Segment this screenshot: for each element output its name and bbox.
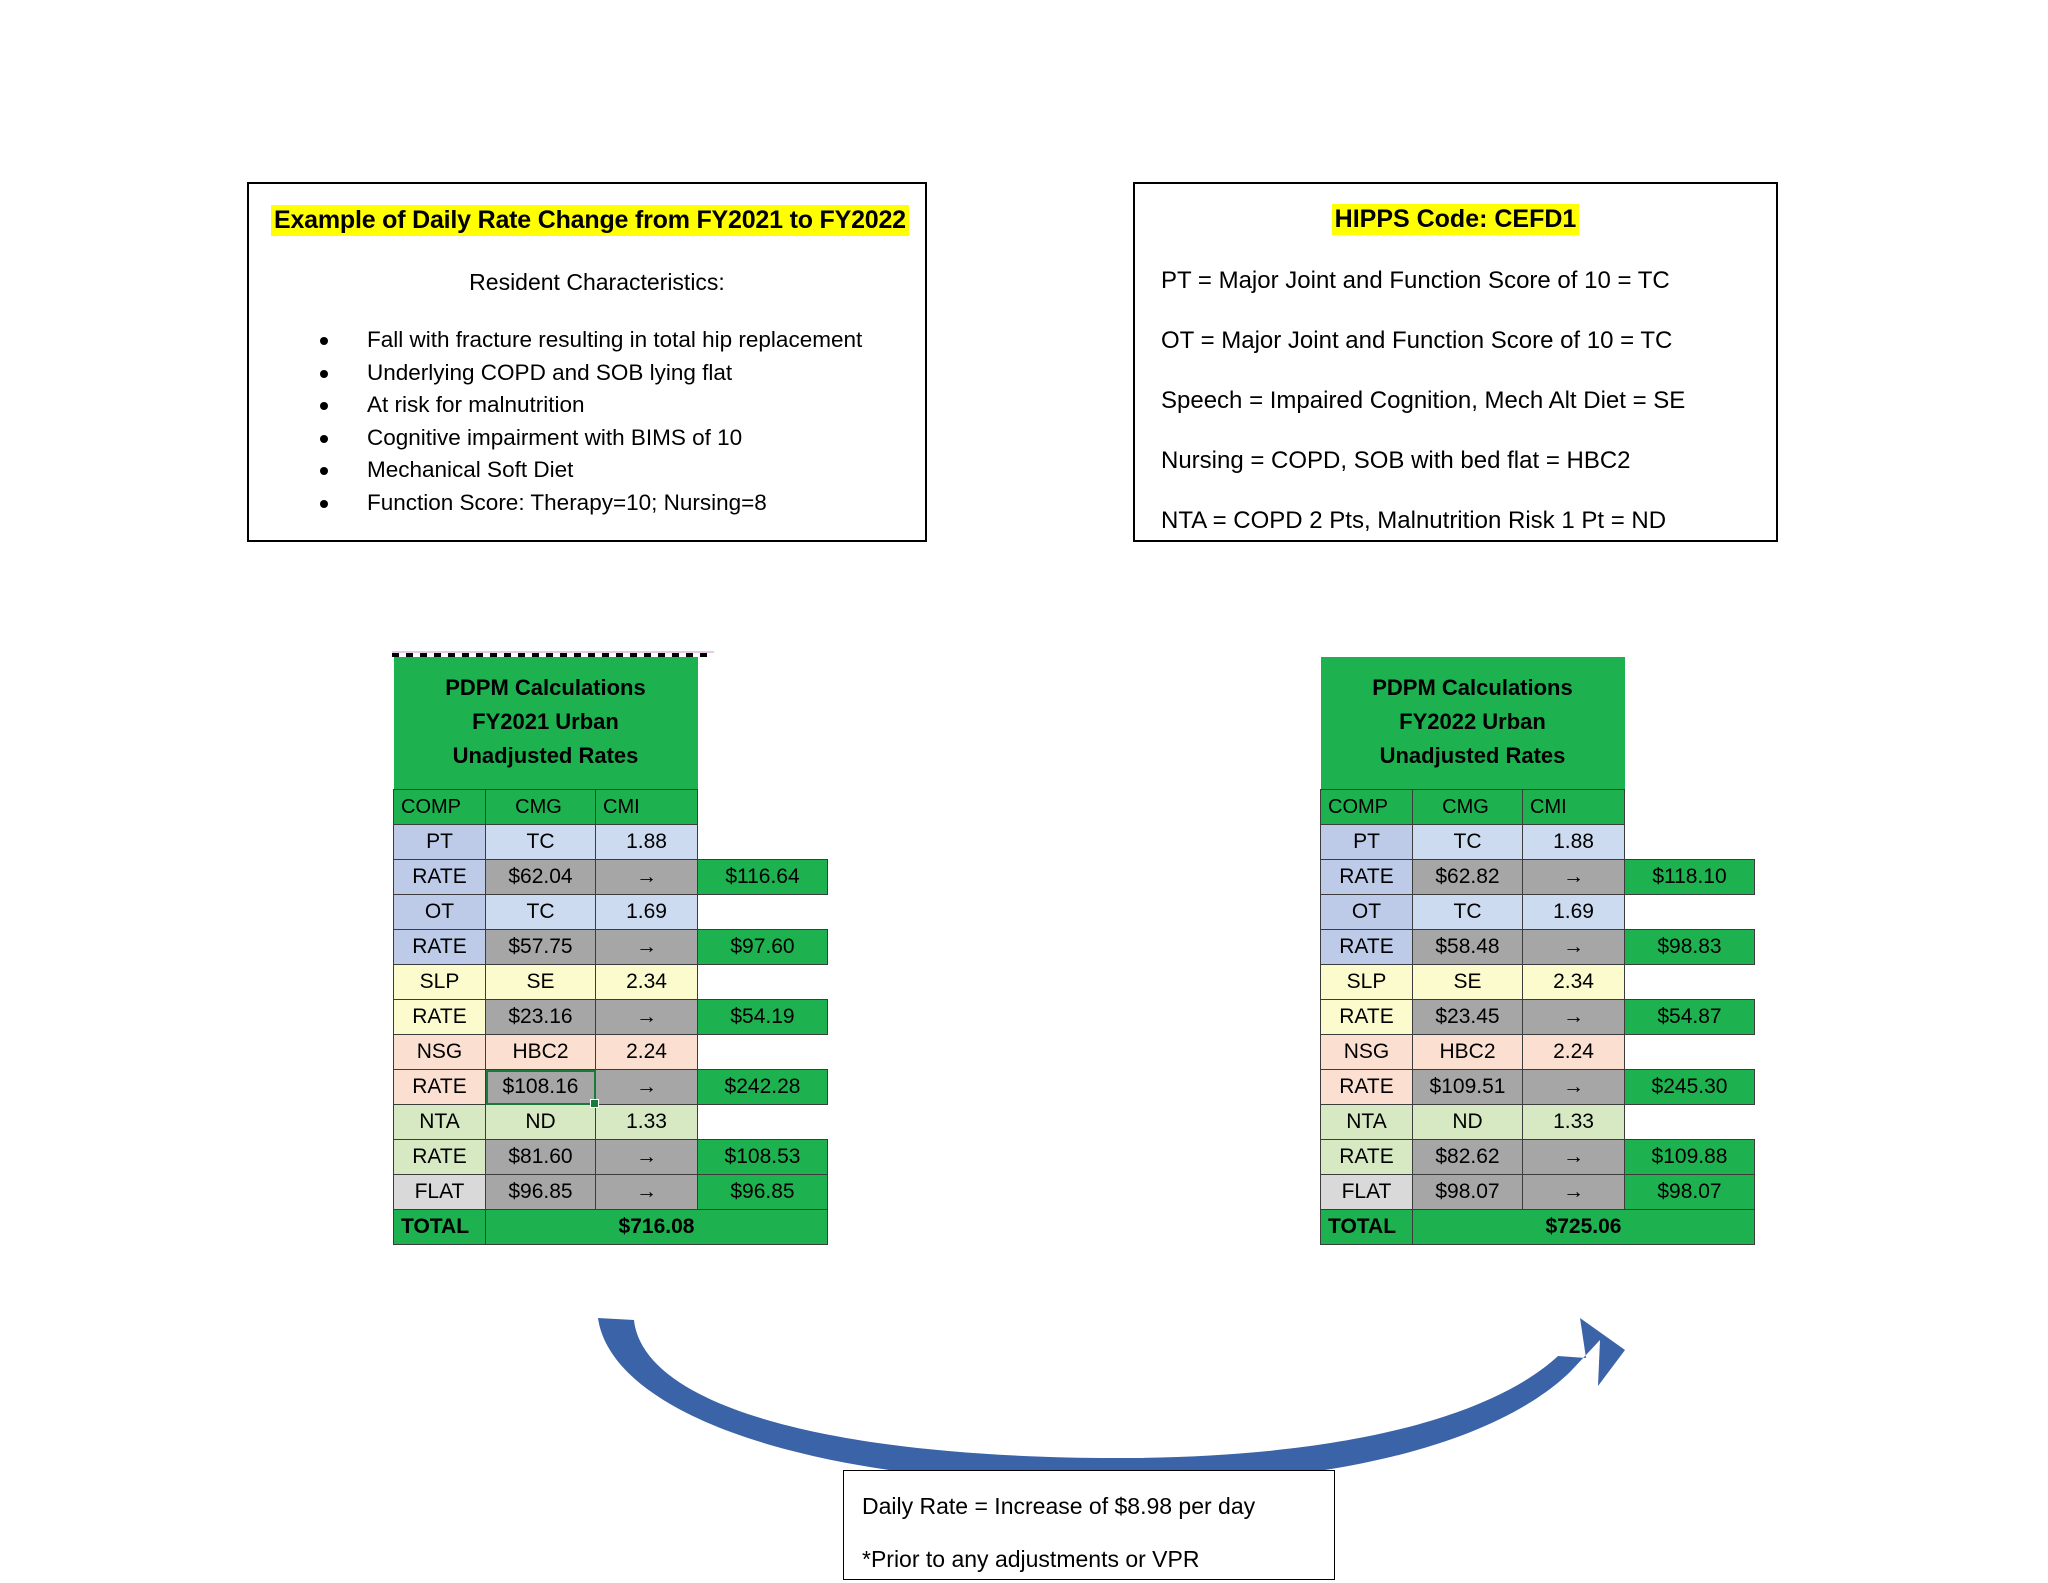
cell-comp: OT — [1321, 895, 1413, 930]
cell-comp: RATE — [394, 860, 486, 895]
table-row — [394, 1105, 828, 1140]
table-row — [1321, 930, 1755, 965]
cell-cmg: TC — [1413, 895, 1523, 930]
cell-result — [1625, 1105, 1755, 1140]
resident-characteristics-list — [249, 324, 925, 519]
cell-result — [698, 895, 828, 930]
summary-caption-box — [843, 1470, 1335, 1580]
title-line-3: Unadjusted Rates — [452, 743, 639, 768]
column-header-cmi: CMI — [596, 790, 698, 825]
table-row — [1321, 965, 1755, 1000]
cell-cmi: 2.24 — [596, 1035, 698, 1070]
cell-cmg: $23.45 — [1413, 1000, 1523, 1035]
arrow-right-icon: → — [596, 1070, 698, 1105]
cell-result: $54.19 — [698, 1000, 828, 1035]
cell-comp: RATE — [394, 930, 486, 965]
cell-result: $109.88 — [1625, 1140, 1755, 1175]
table-row — [1321, 860, 1755, 895]
cell-cmg: $96.85 — [486, 1175, 596, 1210]
cell-cmg: HBC2 — [1413, 1035, 1523, 1070]
cell-cmg: HBC2 — [486, 1035, 596, 1070]
cell-result: $116.64 — [698, 860, 828, 895]
cell-result — [698, 825, 828, 860]
cell-cmi: 2.24 — [1523, 1035, 1625, 1070]
cell-cmg: TC — [486, 825, 596, 860]
cell-cmg: ND — [486, 1105, 596, 1140]
cell-comp: RATE — [1321, 1140, 1413, 1175]
cell-cmi: 2.34 — [1523, 965, 1625, 1000]
arrow-right-icon: → — [596, 860, 698, 895]
table-row — [394, 1000, 828, 1035]
cell-result — [1625, 825, 1755, 860]
cell-comp: PT — [394, 825, 486, 860]
column-header-cmi: CMI — [1523, 790, 1625, 825]
cell-result — [698, 1105, 828, 1140]
cell-result — [698, 1035, 828, 1070]
table-row — [394, 860, 828, 895]
cell-comp: RATE — [394, 1140, 486, 1175]
cell-comp: NSG — [1321, 1035, 1413, 1070]
cell-result — [698, 965, 828, 1000]
hipps-code-box — [1133, 182, 1778, 542]
table-row — [1321, 1140, 1755, 1175]
table-row — [394, 1140, 828, 1175]
intro-title — [271, 205, 925, 236]
spacer-cell — [698, 657, 828, 790]
cell-cmg: $57.75 — [486, 930, 596, 965]
list-item: Function Score: Therapy=10; Nursing=8 — [249, 487, 925, 520]
cell-comp: PT — [1321, 825, 1413, 860]
arrow-right-icon: → — [1523, 860, 1625, 895]
cell-cmi: 1.33 — [1523, 1105, 1625, 1140]
list-item: Cognitive impairment with BIMS of 10 — [249, 422, 925, 455]
cell-cmg: $58.48 — [1413, 930, 1523, 965]
cell-comp: NTA — [394, 1105, 486, 1140]
table-row — [394, 965, 828, 1000]
cell-result: $98.83 — [1625, 930, 1755, 965]
total-value: $716.08 — [486, 1210, 828, 1245]
cell-result: $108.53 — [698, 1140, 828, 1175]
table-title-cell — [394, 657, 698, 790]
column-header-comp: COMP — [1321, 790, 1413, 825]
cell-comp: SLP — [394, 965, 486, 1000]
title-line-1: PDPM Calculations — [1372, 675, 1573, 700]
table-row — [394, 1175, 828, 1210]
cell-comp: OT — [394, 895, 486, 930]
column-header-cmg: CMG — [1413, 790, 1523, 825]
cell-comp: RATE — [394, 1070, 486, 1105]
resident-characteristics-label: Resident Characteristics: — [469, 269, 725, 295]
cell-comp: SLP — [1321, 965, 1413, 1000]
cell-cmi: 1.69 — [596, 895, 698, 930]
cell-result: $98.07 — [1625, 1175, 1755, 1210]
cell-cmi: 1.33 — [596, 1105, 698, 1140]
table-header-title-row — [1321, 657, 1755, 790]
arrow-right-icon: → — [596, 1000, 698, 1035]
spacer-cell — [698, 790, 828, 825]
cell-cmi: 2.34 — [596, 965, 698, 1000]
table-row — [1321, 825, 1755, 860]
table-row — [1321, 1105, 1755, 1140]
table-row — [1321, 895, 1755, 930]
cell-result: $96.85 — [698, 1175, 828, 1210]
cell-comp: FLAT — [1321, 1175, 1413, 1210]
table-row — [394, 825, 828, 860]
cell-cmi: 1.88 — [1523, 825, 1625, 860]
cell-cmg-selected[interactable]: $108.16 — [486, 1070, 596, 1105]
table-total-row — [1321, 1210, 1755, 1245]
cell-cmg: TC — [486, 895, 596, 930]
arrow-right-icon: → — [596, 930, 698, 965]
table-column-header-row — [1321, 790, 1755, 825]
cell-comp: RATE — [1321, 860, 1413, 895]
table-row — [394, 1070, 828, 1105]
cell-cmg: SE — [1413, 965, 1523, 1000]
title-line-3: Unadjusted Rates — [1379, 743, 1566, 768]
cell-result: $54.87 — [1625, 1000, 1755, 1035]
cell-cmg: $82.62 — [1413, 1140, 1523, 1175]
table-row — [1321, 1000, 1755, 1035]
table-header-title-row — [394, 657, 828, 790]
hipps-title-text: HIPPS Code: CEFD1 — [1332, 204, 1580, 235]
cell-result — [1625, 965, 1755, 1000]
caption-line-daily-rate: Daily Rate = Increase of $8.98 per day — [862, 1493, 1256, 1519]
table-row — [1321, 1070, 1755, 1105]
cell-cmg: $62.82 — [1413, 860, 1523, 895]
table-row — [1321, 1035, 1755, 1070]
cell-cmg: $109.51 — [1413, 1070, 1523, 1105]
cell-cmg: ND — [1413, 1105, 1523, 1140]
list-item: Fall with fracture resulting in total hip replacement — [249, 324, 925, 357]
hipps-line-ot: OT = Major Joint and Function Score of 10 = TC — [1161, 327, 1673, 354]
cell-comp: NSG — [394, 1035, 486, 1070]
cell-cmg: $98.07 — [1413, 1175, 1523, 1210]
column-header-cmg: CMG — [486, 790, 596, 825]
cell-result — [1625, 895, 1755, 930]
cell-result: $242.28 — [698, 1070, 828, 1105]
table-total-row — [394, 1210, 828, 1245]
cell-cmg: SE — [486, 965, 596, 1000]
caption-line-disclaimer: *Prior to any adjustments or VPR — [862, 1546, 1200, 1572]
hipps-line-nta: NTA = COPD 2 Pts, Malnutrition Risk 1 Pt = ND — [1161, 507, 1667, 534]
cell-comp: FLAT — [394, 1175, 486, 1210]
cell-cmg: $23.16 — [486, 1000, 596, 1035]
hipps-line-pt: PT = Major Joint and Function Score of 10 = TC — [1161, 267, 1670, 294]
cell-comp: RATE — [394, 1000, 486, 1035]
cell-cmg: TC — [1413, 825, 1523, 860]
list-item: At risk for malnutrition — [249, 389, 925, 422]
arrow-right-icon: → — [596, 1175, 698, 1210]
arrow-right-icon: → — [596, 1140, 698, 1175]
pdpm-table-fy2021 — [393, 657, 828, 1245]
hipps-line-nursing: Nursing = COPD, SOB with bed flat = HBC2 — [1161, 447, 1631, 474]
cell-result: $245.30 — [1625, 1070, 1755, 1105]
cell-result: $97.60 — [698, 930, 828, 965]
cell-comp: RATE — [1321, 930, 1413, 965]
table-row — [394, 1035, 828, 1070]
cell-result: $118.10 — [1625, 860, 1755, 895]
spacer-cell — [1625, 790, 1755, 825]
list-item: Underlying COPD and SOB lying flat — [249, 357, 925, 390]
title-line-1: PDPM Calculations — [445, 675, 646, 700]
arrow-right-icon: → — [1523, 930, 1625, 965]
pdpm-table-fy2022 — [1320, 657, 1755, 1245]
table-row — [394, 895, 828, 930]
column-header-comp: COMP — [394, 790, 486, 825]
hipps-line-speech: Speech = Impaired Cognition, Mech Alt Diet = SE — [1161, 387, 1686, 414]
example-intro-box — [247, 182, 927, 542]
cell-result — [1625, 1035, 1755, 1070]
table-row — [1321, 1175, 1755, 1210]
table-row — [394, 930, 828, 965]
cell-cmg: $81.60 — [486, 1140, 596, 1175]
arrow-right-icon: → — [1523, 1070, 1625, 1105]
total-value: $725.06 — [1413, 1210, 1755, 1245]
spacer-cell — [1625, 657, 1755, 790]
list-item: Mechanical Soft Diet — [249, 454, 925, 487]
arrow-right-icon: → — [1523, 1175, 1625, 1210]
table-column-header-row — [394, 790, 828, 825]
hipps-title — [1135, 204, 1776, 235]
total-label: TOTAL — [394, 1210, 486, 1245]
table-title-cell — [1321, 657, 1625, 790]
cell-comp: RATE — [1321, 1070, 1413, 1105]
arrow-right-icon: → — [1523, 1140, 1625, 1175]
intro-title-text: Example of Daily Rate Change from FY2021 to FY2022 — [271, 205, 909, 236]
cell-cmi: 1.88 — [596, 825, 698, 860]
cell-comp: RATE — [1321, 1000, 1413, 1035]
total-label: TOTAL — [1321, 1210, 1413, 1245]
title-line-2: FY2021 Urban — [472, 709, 619, 734]
cell-cmg: $62.04 — [486, 860, 596, 895]
cell-cmi: 1.69 — [1523, 895, 1625, 930]
arrow-right-icon: → — [1523, 1000, 1625, 1035]
title-line-2: FY2022 Urban — [1399, 709, 1546, 734]
cell-comp: NTA — [1321, 1105, 1413, 1140]
